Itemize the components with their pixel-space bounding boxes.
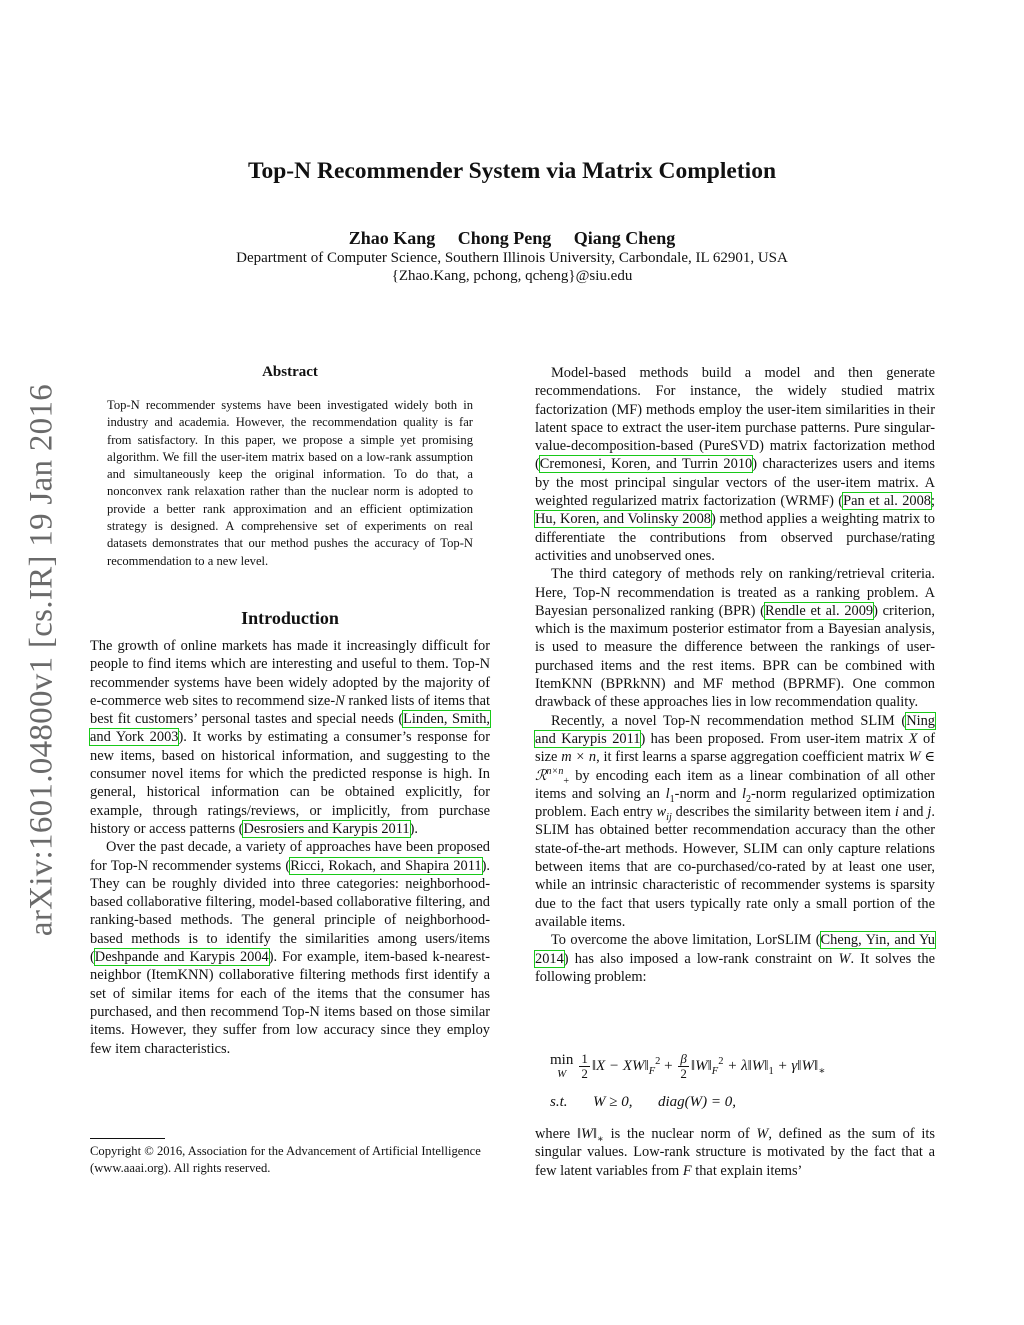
paragraph: To overcome the above limitation, LorSLIM (Cheng, Yin, and Yu 2014) has also imposed a low-rank constraint on W. It solves the following problem: <box>535 932 935 985</box>
citation-link[interactable]: Ning and Karypis 2011 <box>535 712 935 747</box>
citation-link[interactable]: Rendle et al. 2009 <box>764 602 874 619</box>
abstract-heading: Abstract <box>262 364 318 380</box>
arxiv-stamp-text: arXiv:1601.04800v1 [cs.IR] 19 Jan 2016 <box>23 383 60 937</box>
fraction: $\frac{1}{2}$ <box>581 1051 588 1081</box>
citation-link[interactable]: Desrosiers and Karypis 2011 <box>243 820 410 837</box>
right-column-continuation <box>535 1125 935 1180</box>
min-operator: min W <box>550 1051 574 1080</box>
equation-objective: min W $\frac{1}{2}$ ‖X − $XW‖_F^2$ + $\frac{\beta}{2}$ $‖W‖_F^2$ + $\lambda‖W‖_1$ + $\gamma‖W‖_∗$ <box>550 1051 826 1081</box>
optimization-equation <box>550 1052 950 1122</box>
paragraph: Recently, a novel Top-N recommendation method SLIM (Ning and Karypis 2011) has been proposed. From user-item matrix X of size m × n, it first learns a sparse aggregation coefficient matrix W ∈ ℛ$^{n\times n}_+$ by encoding each item as a linear combination of all other items and solving an $l_1$-norm and $l_2$-norm regularized optimization problem. Each entry $w_{ij}$ describes the similarity between item i and j. SLIM has obtained better recommendation accuracy than the other state-of-the-art methods. However, SLIM can only capture relations between items that are co-purchased/co-rated by at least one user, while an intrinsic characteristic of recommender systems is sparsity due to the fact that users typically rate only a small portion of the available items. <box>535 712 935 930</box>
copyright-icon: © <box>144 1144 154 1158</box>
paper-title: Top-N Recommender System via Matrix Completion <box>247 158 777 184</box>
right-column-body <box>535 364 935 986</box>
citation-link[interactable]: Hu, Koren, and Volinsky 2008 <box>535 511 711 528</box>
arxiv-stamp <box>12 370 72 950</box>
author-emails: {Zhao.Kang, pchong, qcheng}@siu.edu <box>391 268 633 284</box>
citation-link[interactable]: Cheng, Yin, and Yu 2014 <box>535 932 935 967</box>
equation-constraints: s.t. W ≥ 0, diag(W) = 0, <box>550 1094 737 1110</box>
footnote-divider <box>90 1138 165 1139</box>
paragraph: The growth of online markets has made it increasingly difficult for people to find items which are interesting and useful to them. Top-N recommender systems have been widely adopted by the majority of e-commerce web sites to recommend size-N ranked lists of items that best fit customers’ personal tastes and special needs (Linden, Smith, and York 2003). It works by estimating a consumer’s response for new items, based on historical information, and suggesting to the consumer novel items for which the predicted response is high. In general, historical information can be obtained explicitly, for example, through ratings/reviews, or implicitly, from purchase history or access patterns (Desrosiers and Karypis 2011). <box>90 638 490 837</box>
citation-link[interactable]: Linden, Smith, and York 2003 <box>90 711 490 746</box>
fraction: $\frac{\beta}{2}$ <box>680 1051 687 1081</box>
paragraph: The third category of methods rely on ranking/retrieval criteria. Here, Top-N recommendation is treated as a ranking problem. A Bayesian personalized ranking (BPR) (Rendle et al. 2009) criterion, which is the maximum posterior estimator from a Bayesian analysis, is used to measure the difference between the rankings of user-purchased items and the rest items. BPR can be combined with ItemKNN (BPRkNN) and MF method (BPRMF). One common drawback of these approaches lies in low recommendation quality. <box>535 566 935 711</box>
introduction-body <box>90 637 490 1058</box>
citation-link[interactable]: Ricci, Rokach, and Shapira 2011 <box>290 857 482 874</box>
citation-link[interactable]: Pan et al. 2008 <box>843 493 931 510</box>
paragraph: Model-based methods build a model and then generate recommendations. For instance, the widely studied matrix factorization (MF) methods employ the user-item similarities in their latent space to extract the user-item purchase patterns. Pure singular-value-decomposition-based (PureSVD) matrix factorization method (Cremonesi, Koren, and Turrin 2010) characterizes users and items by the most principal singular vectors of the user-item matrix. A weighted regularized matrix factorization (WRMF) (Pan et al. 2008; Hu, Koren, and Volinsky 2008) method applies a weighting matrix to differentiate the contributions from observed purchase/rating activities and unobserved ones. <box>535 365 935 564</box>
abstract-body: Top-N recommender systems have been investigated widely both in industry and academia. However, the recommendation quality is far from satisfactory. In this paper, we propose a simple yet promising algorithm. We fill the user-item matrix based on a low-rank assumption and simultaneously keep the original information. To do that, a nonconvex rank relaxation rather than the nuclear norm is adopted to provide a better rank approximation and an efficient optimization strategy is designed. A comprehensive set of experiments on real datasets demonstrates that our method pushes the accuracy of Top-N recommendation to a new level. <box>107 398 473 568</box>
copyright-footnote: Copyright © 2016, Association for the Advancement of Artificial Intelligence (www.aaai.org). All rights reserved. <box>90 1144 481 1175</box>
citation-link[interactable]: Deshpande and Karypis 2004 <box>94 949 269 966</box>
author-name: Zhao Kang <box>348 228 436 248</box>
paragraph: where $‖W‖_∗$ is the nuclear norm of W, defined as the sum of its singular values. Low-rank structure is motivated by the fact that a few latent variables from F that explain items’ <box>535 1126 935 1179</box>
author-list <box>0 228 1024 249</box>
affiliation: Department of Computer Science, Southern Illinois University, Carbondale, IL 62901, USA <box>236 250 788 266</box>
paragraph: Over the past decade, a variety of approaches have been proposed for Top-N recommender systems (Ricci, Rokach, and Shapira 2011). They can be roughly divided into three categories: neighborhood-based collaborative filtering, model-based collaborative filtering, and ranking-based methods. The general principle of neighborhood-based methods is to identify the similarities among users/items (Deshpande and Karypis 2004). For example, item-based k-nearest-neighbor (ItemKNN) collaborative filtering methods first identify a set of similar items for each of the items that the consumer has purchased, and then recommend Top-N items based on those similar items. However, they suffer from low accuracy since they employ few item characteristics. <box>90 839 490 1057</box>
author-name: Qiang Cheng <box>573 228 676 248</box>
author-name: Chong Peng <box>457 228 552 248</box>
section-heading-introduction: Introduction <box>241 608 339 628</box>
citation-link[interactable]: Cremonesi, Koren, and Turrin 2010 <box>539 456 753 473</box>
